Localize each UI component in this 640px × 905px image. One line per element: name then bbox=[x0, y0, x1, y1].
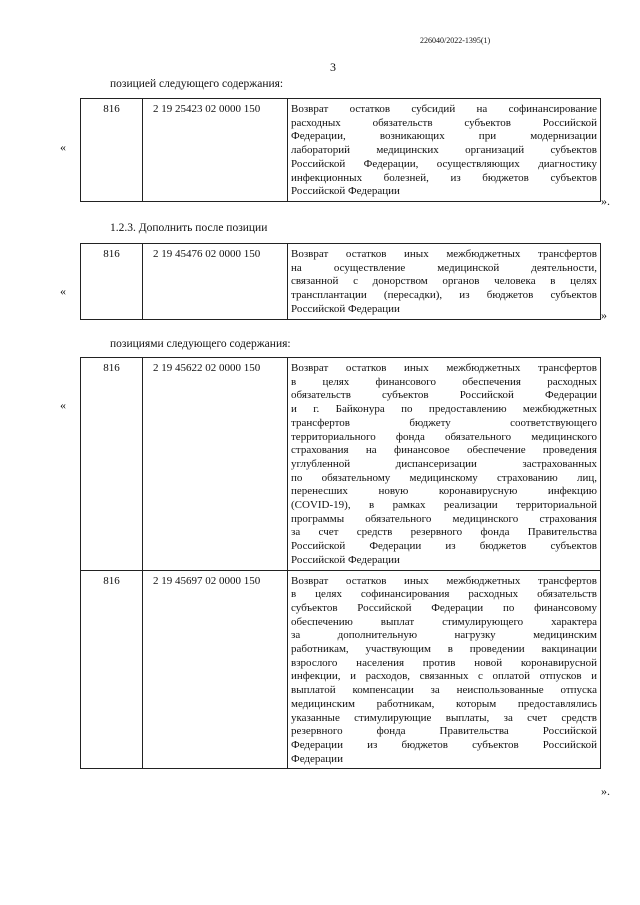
description-line: Российской Федерации bbox=[291, 553, 400, 566]
description-line: Возврат остатков иных межбюджетных трансфертов bbox=[291, 248, 597, 260]
description-line: лабораторий медицинских организаций субъектов bbox=[291, 144, 597, 157]
table-row bbox=[81, 244, 601, 320]
table-row bbox=[81, 99, 601, 202]
section-heading: 1.2.3. Дополнить после позиции bbox=[110, 222, 268, 234]
description-line: за дополнительную нагрузку медицинским bbox=[291, 629, 597, 642]
description-line: выплатой компенсации за неиспользованные отпуска bbox=[291, 684, 597, 697]
table-positions-3 bbox=[80, 357, 601, 769]
page-number: 3 bbox=[330, 60, 336, 74]
description-line: в целях финансового обеспечения расходных bbox=[291, 375, 597, 388]
admin-code-cell: 816 bbox=[81, 570, 143, 769]
description-line: трансфертов бюджету соответствующего bbox=[291, 416, 597, 429]
description-line: работникам, участвующим в проведении вакцинации bbox=[291, 643, 597, 656]
description-line: в целях софинансирования расходных обязательств bbox=[291, 588, 597, 601]
description-line: медицинским работникам, которым предоставлялись bbox=[291, 697, 597, 710]
description-line: Российской Федерации bbox=[291, 185, 400, 198]
description-line: и г. Байконура по предоставлению межбюджетных bbox=[291, 403, 597, 416]
close-quote: » bbox=[601, 308, 607, 322]
intro-text-1: позицией следующего содержания: bbox=[110, 78, 284, 90]
description-line: указанные стимулирующие выплаты, за счет средств bbox=[291, 711, 597, 724]
description-line: Российской Федерации из бюджетов субъектов bbox=[291, 540, 597, 553]
intro-text-2: позициями следующего содержания: bbox=[110, 338, 291, 350]
description-line: программы обязательного медицинского страхования bbox=[291, 512, 597, 525]
description-line: резервного фонда Правительства Российской bbox=[291, 725, 597, 738]
table-row bbox=[81, 570, 601, 769]
close-quote: ». bbox=[601, 784, 610, 798]
description-line: Российской Федерации bbox=[291, 302, 400, 315]
admin-code-cell: 816 bbox=[81, 358, 143, 571]
close-quote: ». bbox=[601, 194, 610, 208]
admin-code-cell: 816 bbox=[81, 99, 143, 202]
open-quote: « bbox=[60, 140, 66, 154]
description-line: Федерации из бюджетов субъектов Российской bbox=[291, 738, 597, 751]
description-line: Федерации, возникающих при модернизации bbox=[291, 130, 597, 143]
description-cell bbox=[288, 99, 601, 202]
description-line: инфекционных болезней, из бюджетов субъектов bbox=[291, 171, 597, 184]
description-line: на осуществление медицинской деятельности, bbox=[291, 261, 597, 274]
description-line: по обязательному медицинскому страхованию лиц, bbox=[291, 471, 597, 484]
description-line: Возврат остатков субсидий на софинансирование bbox=[291, 103, 597, 115]
description-line: перенесших новую коронавирусную инфекцию bbox=[291, 485, 597, 498]
description-line: углубленной диспансеризации застрахованных bbox=[291, 457, 597, 470]
budget-code-cell: 2 19 45622 02 0000 150 bbox=[143, 358, 288, 571]
admin-code-cell: 816 bbox=[81, 244, 143, 320]
description-line: взрослого населения против новой коронавирусной bbox=[291, 656, 597, 669]
description-line: за счет средств резервного фонда Правительства bbox=[291, 526, 597, 539]
description-line: территориального фонда обязательного медицинского bbox=[291, 430, 597, 443]
description-line: инфекции, и расходов, связанных с оплатой отпусков и bbox=[291, 670, 597, 683]
description-line: Возврат остатков иных межбюджетных трансфертов bbox=[291, 362, 597, 374]
description-line: Возврат остатков иных межбюджетных трансфертов bbox=[291, 574, 597, 587]
table-row bbox=[81, 358, 601, 571]
description-cell bbox=[288, 570, 601, 769]
description-line: Федерации bbox=[291, 752, 343, 765]
document-number: 226040/2022-1395(1) bbox=[420, 36, 491, 45]
description-line: Российской Федерации, осуществляющих диагностику bbox=[291, 157, 597, 170]
description-line: субъектов Российской Федерации по финансовому bbox=[291, 601, 597, 614]
budget-code-cell: 2 19 25423 02 0000 150 bbox=[143, 99, 288, 202]
description-line: обязательств субъектов Российской Федерации bbox=[291, 389, 597, 402]
description-line: связанной с донорством органов человека в целях bbox=[291, 275, 597, 288]
budget-code-cell: 2 19 45476 02 0000 150 bbox=[143, 244, 288, 320]
description-line: обеспечению выплат стимулирующего характера bbox=[291, 615, 597, 628]
description-line: трансплантации (пересадки), из бюджетов субъектов bbox=[291, 289, 597, 302]
budget-code-cell: 2 19 45697 02 0000 150 bbox=[143, 570, 288, 769]
table-position-2 bbox=[80, 243, 601, 320]
description-cell bbox=[288, 358, 601, 571]
description-line: (COVID-19), в рамках реализации территориальной bbox=[291, 499, 597, 512]
description-cell bbox=[288, 244, 601, 320]
open-quote: « bbox=[60, 398, 66, 412]
open-quote: « bbox=[60, 284, 66, 298]
table-position-1 bbox=[80, 98, 601, 202]
description-line: страхования на финансовое обеспечение проведения bbox=[291, 444, 597, 457]
description-line: расходных обязательств субъектов Российской bbox=[291, 116, 597, 129]
